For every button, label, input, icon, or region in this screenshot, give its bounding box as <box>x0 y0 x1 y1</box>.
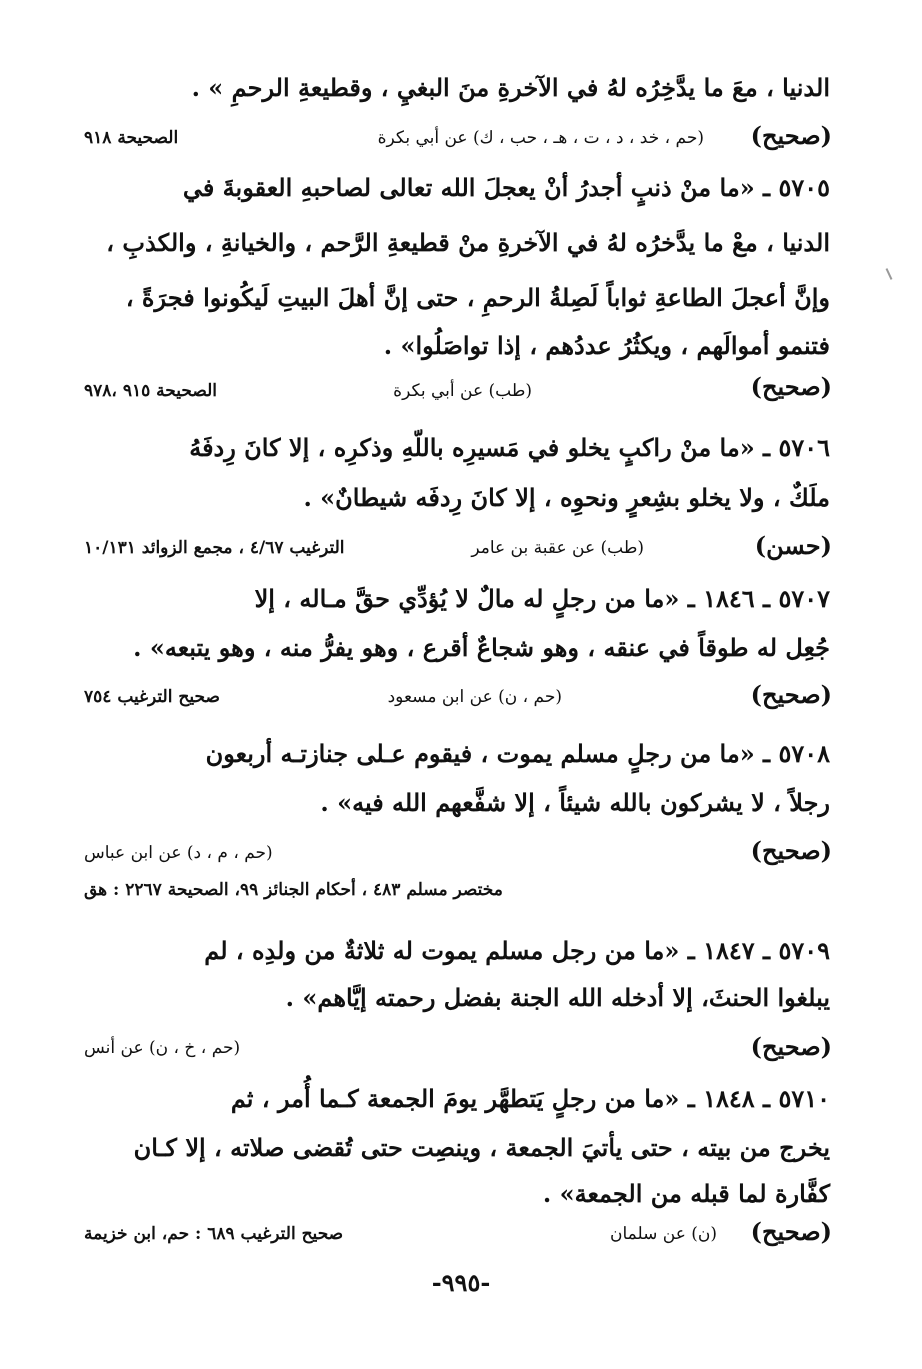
text-line: فتنمو أموالَهم ، ويكثُرُ عددُهم ، إذا تواصَلُوا» . <box>383 331 830 360</box>
page-number: -٩٩٥- <box>431 1268 491 1297</box>
grade-label: (صحيح) <box>750 1217 832 1246</box>
source-citation: (حم ، خ ، ن) عن أنس <box>84 1038 241 1058</box>
text-line: الدنيا ، معَ ما يدَّخِرُه لهُ في الآخرةِ منَ البغيِ ، وقطيعةِ الرحمِ » . <box>191 73 830 102</box>
reference: الصحيحة ٩١٥ ،٩٧٨ <box>84 381 217 401</box>
hadith-5708-line: ٥٧٠٨ ـ «ما من رجلٍ مسلم يموت ، فيقوم عـلى جنازتـه أربعون <box>205 739 830 768</box>
text-line: ملَكٌ ، ولا يخلو بشِعرٍ ونحوِه ، إلا كانَ رِدفَه شيطانٌ» . <box>303 483 830 512</box>
grade-label: (صحيح) <box>750 836 832 865</box>
grade-label: (صحيح) <box>750 1032 832 1061</box>
grade-label: (صحيح) <box>750 372 832 401</box>
hadith-5706-line: ٥٧٠٦ ـ «ما منْ راكبٍ يخلو في مَسيرِه باللّهِ وذكرِه ، إلا كانَ رِدفَهُ <box>189 433 830 462</box>
text-line: وإنَّ أعجلَ الطاعةِ ثواباً لَصِلةُ الرحمِ ، حتى إنَّ أهلَ البيتِ لَيكُونوا فجرَةً ، <box>125 283 830 312</box>
source-citation: (ن) عن سلمان <box>609 1224 717 1244</box>
reference: الصحيحة ٩١٨ <box>84 128 179 148</box>
reference: الترغيب ٤/٦٧ ، مجمع الزوائد ١٠/١٣١ <box>84 538 345 558</box>
source-citation: (حم ، ن) عن ابن مسعود <box>387 687 562 707</box>
grade-label: (صحيح) <box>750 680 832 709</box>
reference: صحيح الترغيب ٦٨٩ : حم، ابن خزيمة <box>84 1224 344 1244</box>
text-line: الدنيا ، معْ ما يدَّخرُه لهُ في الآخرةِ منْ قطيعةِ الرَّحم ، والخيانةِ ، والكذبِ ، <box>106 228 830 257</box>
margin-mark <box>886 268 893 280</box>
hadith-5710-line: ٥٧١٠ ـ ١٨٤٨ ـ «ما من رجلٍ يَتطهَّر يومَ الجمعة كـما أُمر ، ثم <box>230 1084 830 1113</box>
text-line: يخرج من بيته ، حتى يأتيَ الجمعة ، وينصِت حتى تُقضى صلاته ، إلا كـان <box>133 1133 830 1162</box>
reference: مختصر مسلم ٤٨٣ ، أحكام الجنائز ٩٩، الصحيحة ٢٢٦٧ : هق <box>84 880 503 900</box>
hadith-5707-line: ٥٧٠٧ ـ ١٨٤٦ ـ «ما من رجلٍ له مالٌ لا يُؤدِّي حقَّ مـاله ، إلا <box>254 584 830 613</box>
text-line: جُعِل له طوقاً في عنقه ، وهو شجاعٌ أقرع ، وهو يفرُّ منه ، وهو يتبعه» . <box>133 633 830 662</box>
grade-label: (حسن) <box>754 531 832 560</box>
source-citation: (طب) عن عقبة بن عامر <box>471 538 644 558</box>
source-citation: (طب) عن أبي بكرة <box>393 381 532 401</box>
source-citation: (حم ، م ، د) عن ابن عباس <box>84 843 273 863</box>
text-line: كفَّارة لما قبله من الجمعة» . <box>542 1179 830 1208</box>
text-line: رجلاً ، لا يشركون بالله شيئاً ، إلا شفَّعهم الله فيه» . <box>320 788 830 817</box>
hadith-5709-line: ٥٧٠٩ ـ ١٨٤٧ ـ «ما من رجل مسلم يموت له ثلاثةٌ من ولدِه ، لم <box>204 936 830 965</box>
hadith-5705-line: ٥٧٠٥ ـ «ما منْ ذنبٍ أجدرُ أنْ يعجلَ الله تعالى لصاحبهِ العقوبةَ في <box>182 173 830 202</box>
grade-label: (صحيح) <box>750 121 832 150</box>
source-citation: (حم ، خد ، د ، ت ، هـ ، حب ، ك) عن أبي بكرة <box>377 128 704 148</box>
reference: صحيح الترغيب ٧٥٤ <box>84 687 220 707</box>
text-line: يبلغوا الحنثَ، إلا أدخله الله الجنة بفضل رحمته إيَّاهم» . <box>285 983 830 1012</box>
